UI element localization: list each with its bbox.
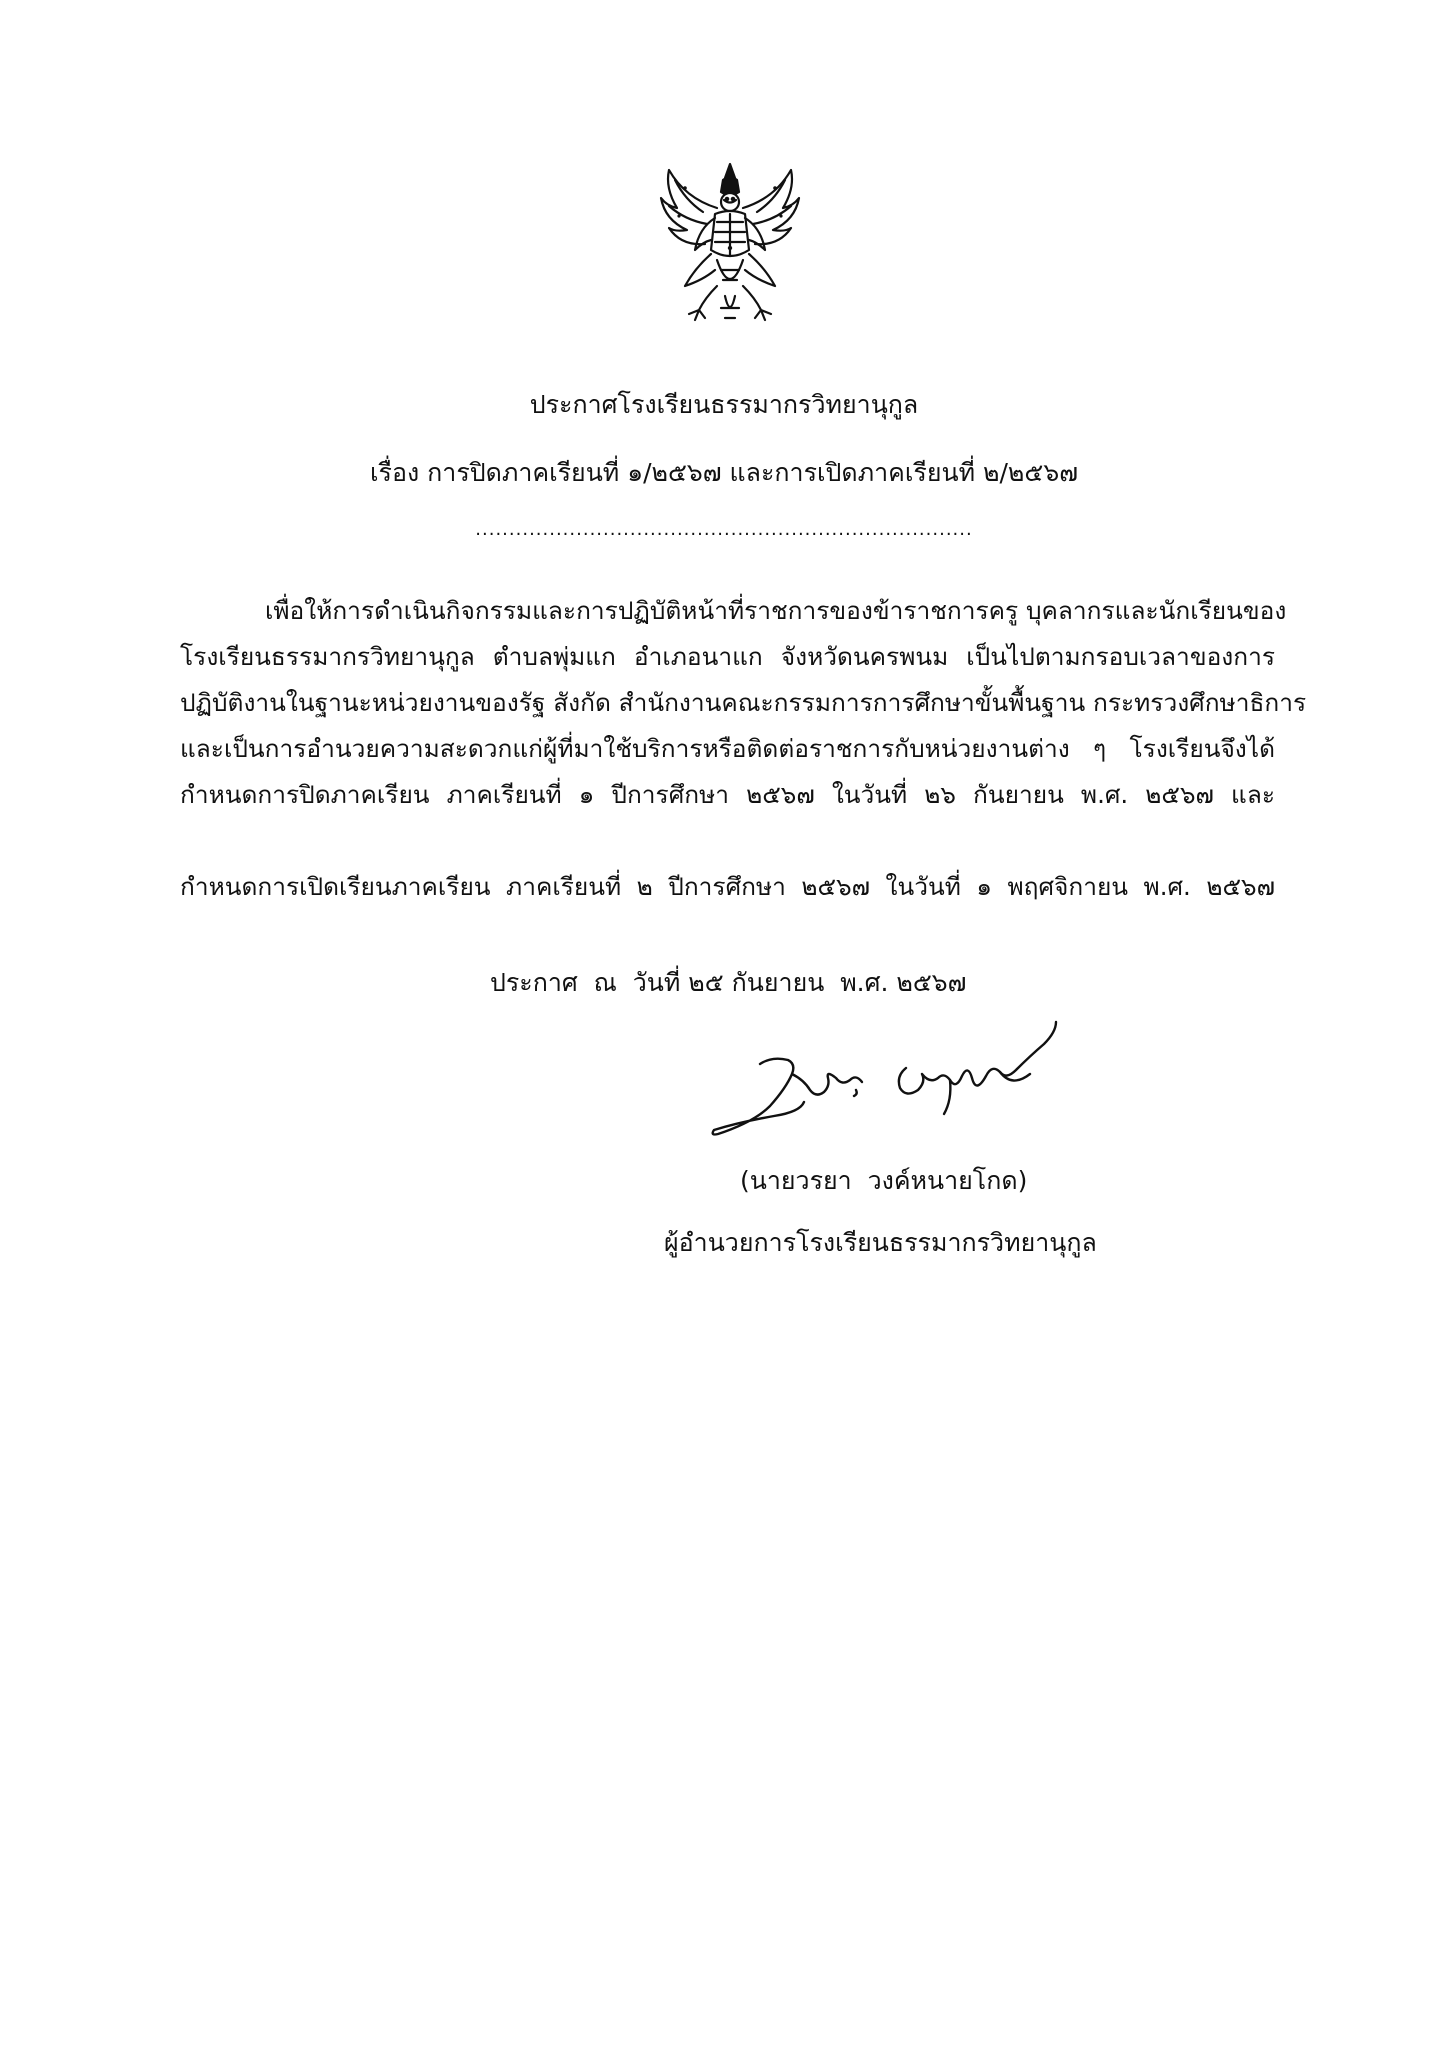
dotted-separator: .......................................................................... <box>475 519 973 540</box>
announcement-subject: เรื่อง การปิดภาคเรียนที่ ๑/๒๕๖๗ และการเปิดภาคเรียนที่ ๒/๒๕๖๗ <box>370 458 1078 487</box>
body-paragraph-line: กำหนดการเปิดเรียนภาคเรียน ภาคเรียนที่ ๒ ปีการศึกษา ๒๕๖๗ ในวันที่ ๑ พฤศจิกายน พ.ศ. ๒๕๖๗ <box>180 872 1275 901</box>
signer-position: ผู้อำนวยการโรงเรียนธรรมากรวิทยานุกูล <box>664 1228 1097 1257</box>
body-paragraph-line: โรงเรียนธรรมากรวิทยานุกูล ตำบลพุ่มแก อำเภอนาแก จังหวัดนครพนม เป็นไปตามกรอบเวลาของการ <box>180 642 1275 671</box>
handwritten-signature <box>700 1018 1080 1146</box>
body-paragraph-line: ปฏิบัติงานในฐานะหน่วยงานของรัฐ สังกัด สำนักงานคณะกรรมการการศึกษาขั้นพื้นฐาน กระทรวงศึกษาธิการ <box>180 688 1307 717</box>
body-paragraph-line: และเป็นการอำนวยความสะดวกแก่ผู้ที่มาใช้บริการหรือติดต่อราชการกับหน่วยงานต่าง ๆ โรงเรียนจึงได้ <box>180 734 1275 763</box>
announcement-dateline: ประกาศ ณ วันที่ ๒๕ กันยายน พ.ศ. ๒๕๖๗ <box>490 968 967 997</box>
body-paragraph-line: กำหนดการปิดภาคเรียน ภาคเรียนที่ ๑ ปีการศึกษา ๒๕๖๗ ในวันที่ ๒๖ กันยายน พ.ศ. ๒๕๖๗ และ <box>180 780 1275 809</box>
announcement-title: ประกาศโรงเรียนธรรมากรวิทยานุกูล <box>529 390 919 419</box>
signer-name: (นายวรยา วงค์หนายโกด) <box>740 1166 1028 1195</box>
garuda-emblem-icon <box>655 158 805 330</box>
body-paragraph-line: เพื่อให้การดำเนินกิจกรรมและการปฏิบัติหน้าที่ราชการของข้าราชการครู บุคลากรและนักเรียนของ <box>265 596 1287 625</box>
